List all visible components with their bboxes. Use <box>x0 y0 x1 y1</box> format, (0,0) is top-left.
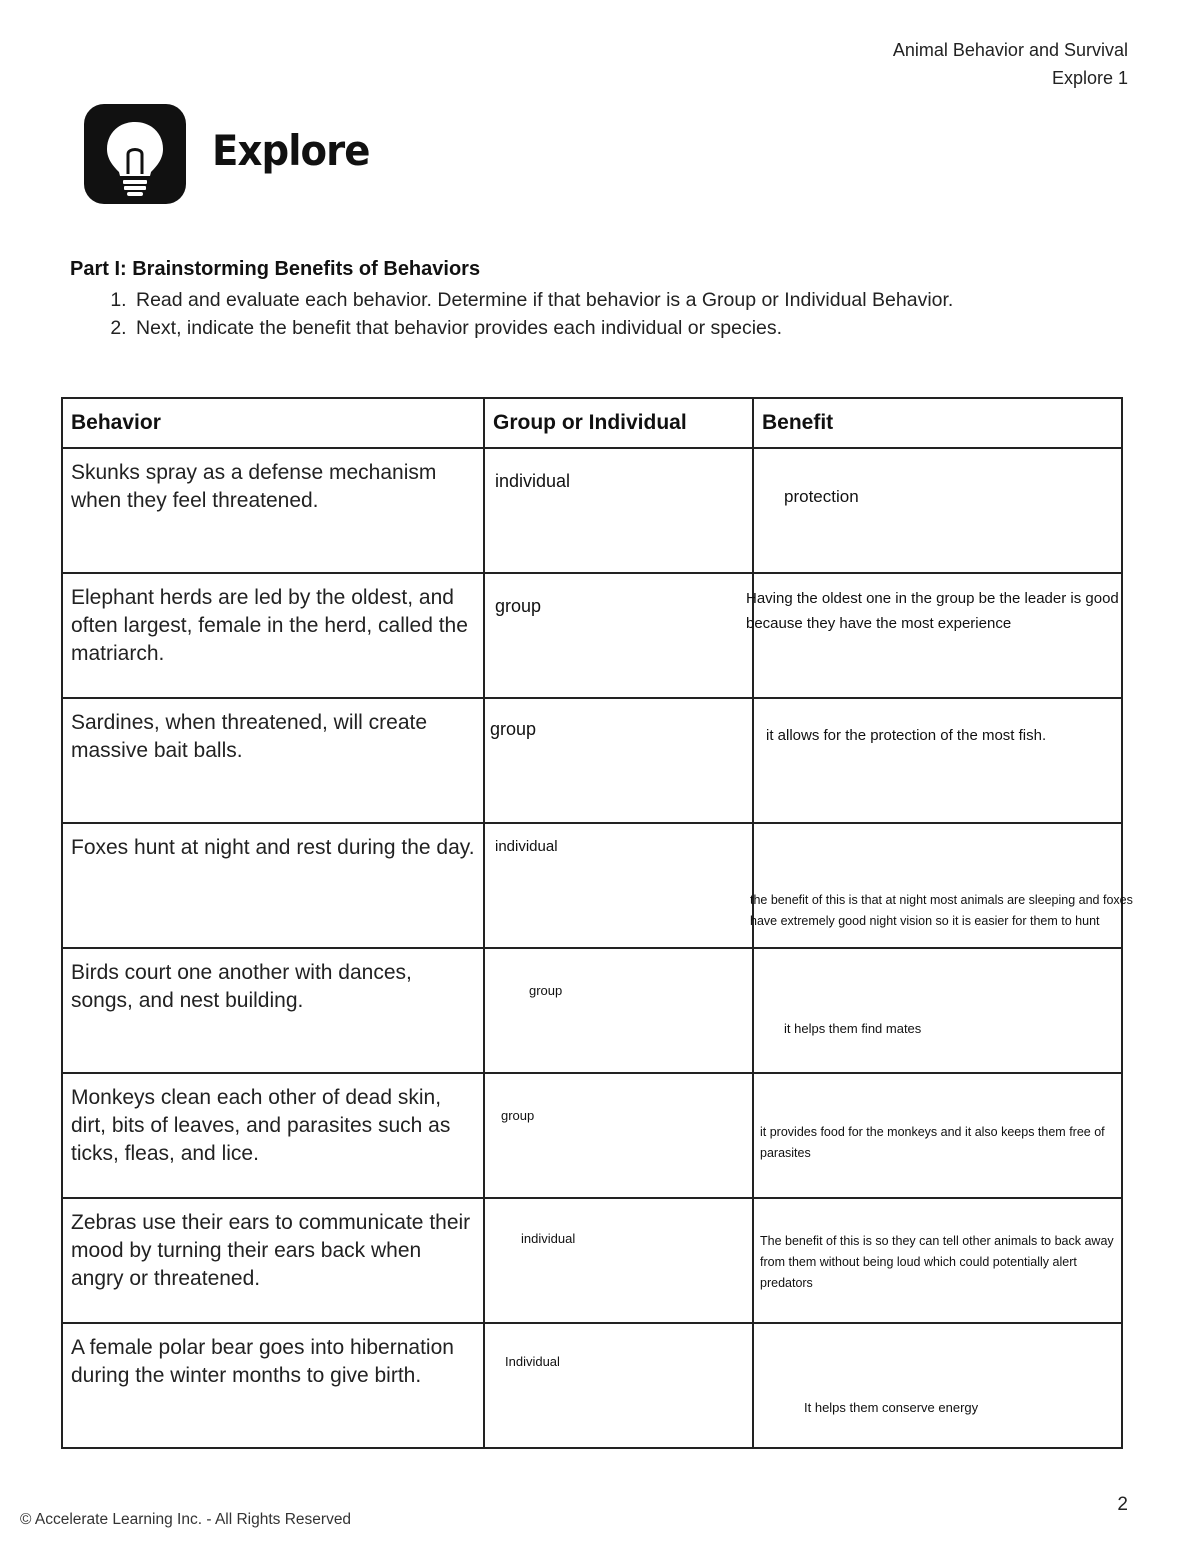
type-cell[interactable] <box>484 948 753 1073</box>
behavior-cell: Monkeys clean each other of dead skin, dirt, bits of leaves, and parasites such as ticks, fleas, and lice. <box>62 1073 484 1198</box>
table-row <box>62 1073 1122 1198</box>
column-header-benefit: Benefit <box>753 398 1122 448</box>
benefit-cell[interactable] <box>753 1073 1122 1198</box>
copyright-footer: © Accelerate Learning Inc. - All Rights Reserved <box>20 1511 352 1528</box>
benefit-answer: the benefit of this is that at night most animals are sleeping and foxes have extremely good night vision so it is easier for them to hunt <box>750 893 1133 928</box>
column-header-group-or-individual: Group or Individual <box>484 398 753 448</box>
behaviors-table <box>61 397 1133 1449</box>
table-row <box>62 448 1122 573</box>
table-row <box>62 1198 1122 1323</box>
behavior-cell: A female polar bear goes into hibernation during the winter months to give birth. <box>62 1323 484 1448</box>
type-answer: individual <box>495 838 558 855</box>
column-header-behavior: Behavior <box>62 398 484 448</box>
type-answer: group <box>529 983 563 998</box>
type-cell[interactable] <box>484 698 753 823</box>
explore-title: Explore <box>212 126 370 175</box>
benefit-cell[interactable] <box>753 948 1122 1073</box>
benefit-cell[interactable] <box>753 448 1122 573</box>
type-cell[interactable] <box>484 1198 753 1323</box>
table-header-row <box>62 398 1122 448</box>
table-row <box>62 573 1122 698</box>
type-answer: group <box>495 596 542 616</box>
benefit-cell[interactable] <box>753 1198 1122 1323</box>
table-row <box>62 948 1122 1073</box>
benefit-answer: it provides food for the monkeys and it also keeps them free of parasites <box>760 1125 1105 1160</box>
benefit-answer: The benefit of this is so they can tell other animals to back away from them without being loud which could potentially alert predators <box>760 1234 1114 1290</box>
type-cell[interactable] <box>484 823 753 948</box>
benefit-answer: it allows for the protection of the most fish. <box>766 727 1047 744</box>
benefit-answer: it helps them find mates <box>784 1021 922 1036</box>
instruction-step: 2. Next, indicate the benefit that behavior provides each individual or species. <box>132 314 953 342</box>
type-answer: group <box>490 719 537 739</box>
part-heading: Part I: Brainstorming Benefits of Behaviors <box>70 258 481 280</box>
benefit-cell[interactable] <box>750 823 1133 948</box>
table-row <box>62 698 1122 823</box>
page-number: 2 <box>1117 1494 1128 1515</box>
table-row <box>62 823 1122 948</box>
behavior-cell: Skunks spray as a defense mechanism when they feel threatened. <box>62 448 484 573</box>
benefit-answer: protection <box>784 487 859 506</box>
type-cell[interactable] <box>484 1323 753 1448</box>
behavior-cell: Foxes hunt at night and rest during the day. <box>62 823 484 948</box>
type-answer: Individual <box>505 1354 560 1369</box>
benefit-answer: Having the oldest one in the group be the leader is good because they have the most experience <box>746 590 1119 632</box>
type-cell[interactable] <box>484 448 753 573</box>
section-label: Explore 1 <box>1051 68 1128 88</box>
instructions-list <box>70 286 953 342</box>
behavior-cell: Sardines, when threatened, will create massive bait balls. <box>62 698 484 823</box>
behavior-cell: Elephant herds are led by the oldest, and often largest, female in the herd, called the matriarch. <box>62 573 484 698</box>
lightbulb-icon <box>84 104 186 204</box>
benefit-cell[interactable] <box>753 1323 1122 1448</box>
type-answer: individual <box>495 471 571 491</box>
page-header <box>893 36 1128 92</box>
benefit-cell[interactable] <box>753 698 1122 823</box>
type-cell[interactable] <box>484 1073 753 1198</box>
behavior-cell: Birds court one another with dances, songs, and nest building. <box>62 948 484 1073</box>
benefit-answer: It helps them conserve energy <box>804 1400 979 1415</box>
type-cell[interactable] <box>484 573 753 698</box>
table-row <box>62 1323 1122 1448</box>
type-answer: individual <box>521 1231 576 1246</box>
benefit-cell[interactable] <box>746 573 1122 698</box>
instruction-step: 1. Read and evaluate each behavior. Determine if that behavior is a Group or Individual Behavior. <box>132 286 953 314</box>
type-answer: group <box>501 1108 535 1123</box>
behavior-cell: Zebras use their ears to communicate their mood by turning their ears back when angry or threatened. <box>62 1198 484 1323</box>
unit-title: Animal Behavior and Survival <box>892 40 1128 60</box>
